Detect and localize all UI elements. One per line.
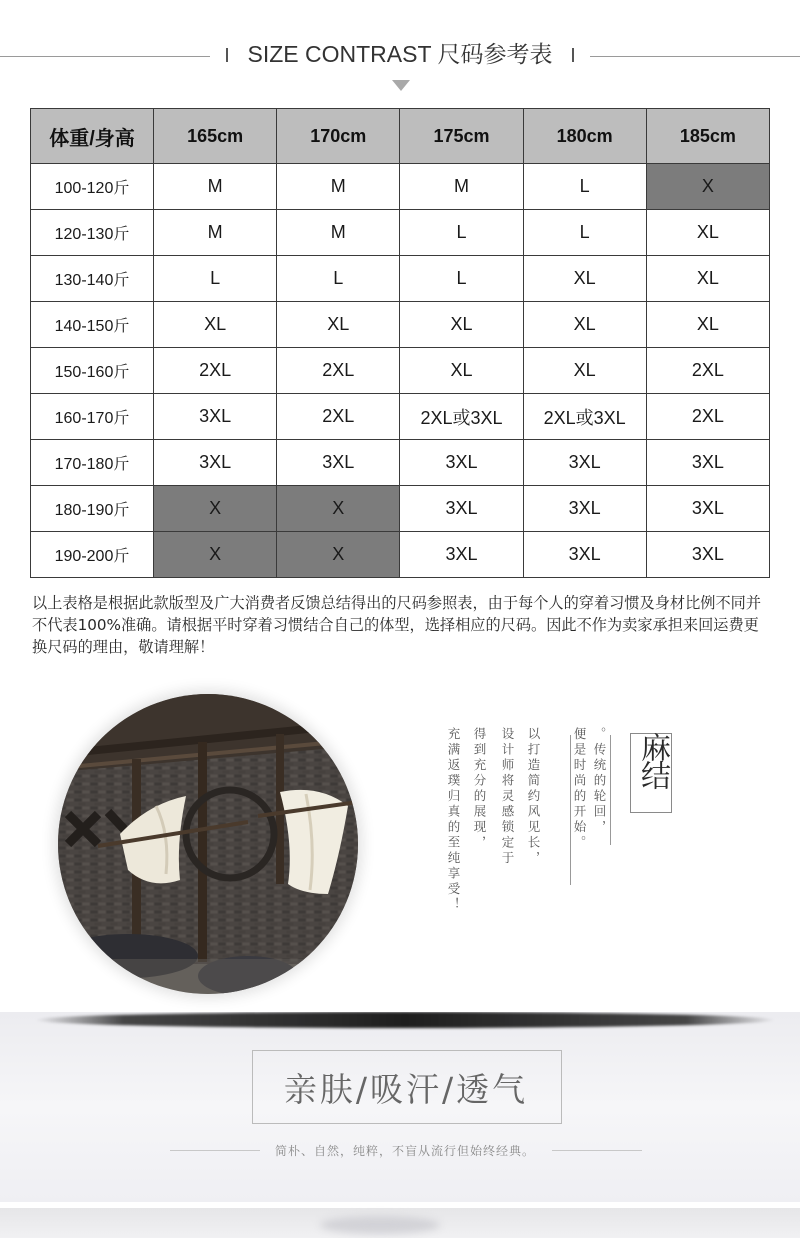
size-cell: L	[154, 256, 277, 302]
size-cell: M	[154, 164, 277, 210]
size-cell: 3XL	[400, 532, 523, 578]
fabric-strip	[0, 1208, 800, 1238]
size-cell: XL	[523, 348, 646, 394]
size-cell: 2XL	[646, 394, 769, 440]
size-cell: 2XL	[277, 394, 400, 440]
table-row	[31, 394, 770, 440]
table-row	[31, 256, 770, 302]
size-cell: L	[523, 164, 646, 210]
size-cell: 3XL	[154, 394, 277, 440]
size-cell: 2XL	[154, 348, 277, 394]
feature-title-box	[630, 733, 672, 813]
banner-subtitle: 简朴、自然，纯粹，不盲从流行但始终经典。	[274, 1144, 535, 1158]
size-cell: M	[400, 164, 523, 210]
header-line-right	[590, 56, 800, 57]
unavailable-size-cell: X	[277, 532, 400, 578]
table-row	[31, 302, 770, 348]
size-cell: XL	[154, 302, 277, 348]
drying-linen-image	[58, 694, 358, 994]
size-cell: 3XL	[400, 440, 523, 486]
table-row	[31, 210, 770, 256]
weight-range-cell: 150-160斤	[31, 348, 154, 394]
table-row	[31, 532, 770, 578]
table-header-row	[31, 109, 770, 164]
weight-range-cell: 160-170斤	[31, 394, 154, 440]
unavailable-size-cell: X	[646, 164, 769, 210]
size-cell: M	[277, 210, 400, 256]
column-header: 165cm	[154, 109, 277, 164]
size-cell: 2XL	[277, 348, 400, 394]
circle-photo	[58, 694, 358, 994]
feature-text-col: 。传统的轮回，	[592, 727, 607, 836]
table-row	[31, 486, 770, 532]
size-cell: 3XL	[523, 532, 646, 578]
weight-range-cell: 190-200斤	[31, 532, 154, 578]
column-header: 175cm	[400, 109, 523, 164]
size-cell: XL	[646, 210, 769, 256]
size-table	[30, 108, 770, 578]
size-cell: XL	[523, 256, 646, 302]
ink-brush-stroke	[35, 1012, 775, 1028]
weight-range-cell: 170-180斤	[31, 440, 154, 486]
column-header: 185cm	[646, 109, 769, 164]
size-cell: 3XL	[523, 440, 646, 486]
size-cell: 3XL	[646, 486, 769, 532]
size-note: 以上表格是根据此款版型及广大消费者反馈总结得出的尺码参照表，由于每个人的穿着习惯及身材比例不同并不代表100%准确。请根据平时穿着习惯结合自己的体型，选择相应的尺码。因此不作为卖家承担来回运费更换尺码的理由，敬请理解！	[32, 594, 761, 656]
size-cell: XL	[400, 302, 523, 348]
subtitle-line-left	[170, 1150, 260, 1151]
header-tick-left	[226, 48, 228, 62]
size-cell: M	[277, 164, 400, 210]
size-cell: 2XL或3XL	[400, 394, 523, 440]
unavailable-size-cell: X	[154, 486, 277, 532]
weight-range-cell: 180-190斤	[31, 486, 154, 532]
size-cell: XL	[400, 348, 523, 394]
size-cell: 3XL	[646, 440, 769, 486]
size-cell: 2XL或3XL	[523, 394, 646, 440]
feature-text-col: 得到充分的展现，	[472, 727, 487, 851]
weight-range-cell: 140-150斤	[31, 302, 154, 348]
table-row	[31, 164, 770, 210]
size-cell: L	[400, 256, 523, 302]
feature-title: 麻结	[635, 732, 670, 788]
feature-banner	[0, 1012, 800, 1202]
size-cell: L	[400, 210, 523, 256]
feature-text-col: 设计师将灵感锁定于	[500, 727, 515, 867]
size-cell: 3XL	[400, 486, 523, 532]
column-header: 170cm	[277, 109, 400, 164]
size-cell: L	[523, 210, 646, 256]
feature-text-col: 以打造简约风见长，	[526, 727, 541, 867]
table-row	[31, 348, 770, 394]
feature-text-col: 便是时尚的开始。	[572, 727, 587, 851]
header-line-left	[0, 56, 210, 57]
unavailable-size-cell: X	[277, 486, 400, 532]
size-cell: 3XL	[277, 440, 400, 486]
size-cell: L	[277, 256, 400, 302]
feature-text-col: 充满返璞归真的至纯享受！	[446, 727, 461, 913]
down-arrow-icon	[392, 80, 410, 91]
header-tick-right	[572, 48, 574, 62]
divider	[570, 735, 571, 885]
subtitle-line-right	[552, 1150, 642, 1151]
size-cell: 3XL	[523, 486, 646, 532]
size-cell: 3XL	[154, 440, 277, 486]
banner-title: 亲肤/吸汗/透气	[283, 1070, 529, 1109]
size-cell: 3XL	[646, 532, 769, 578]
size-cell: 2XL	[646, 348, 769, 394]
size-cell: XL	[523, 302, 646, 348]
page-title: SIZE CONTRAST 尺码参考表	[247, 41, 553, 67]
column-header: 180cm	[523, 109, 646, 164]
weight-range-cell: 130-140斤	[31, 256, 154, 302]
size-cell: XL	[277, 302, 400, 348]
size-cell: XL	[646, 302, 769, 348]
unavailable-size-cell: X	[154, 532, 277, 578]
divider	[610, 735, 611, 845]
corner-header: 体重/身高	[31, 109, 154, 164]
weight-range-cell: 120-130斤	[31, 210, 154, 256]
table-row	[31, 440, 770, 486]
size-cell: XL	[646, 256, 769, 302]
size-cell: M	[154, 210, 277, 256]
weight-range-cell: 100-120斤	[31, 164, 154, 210]
